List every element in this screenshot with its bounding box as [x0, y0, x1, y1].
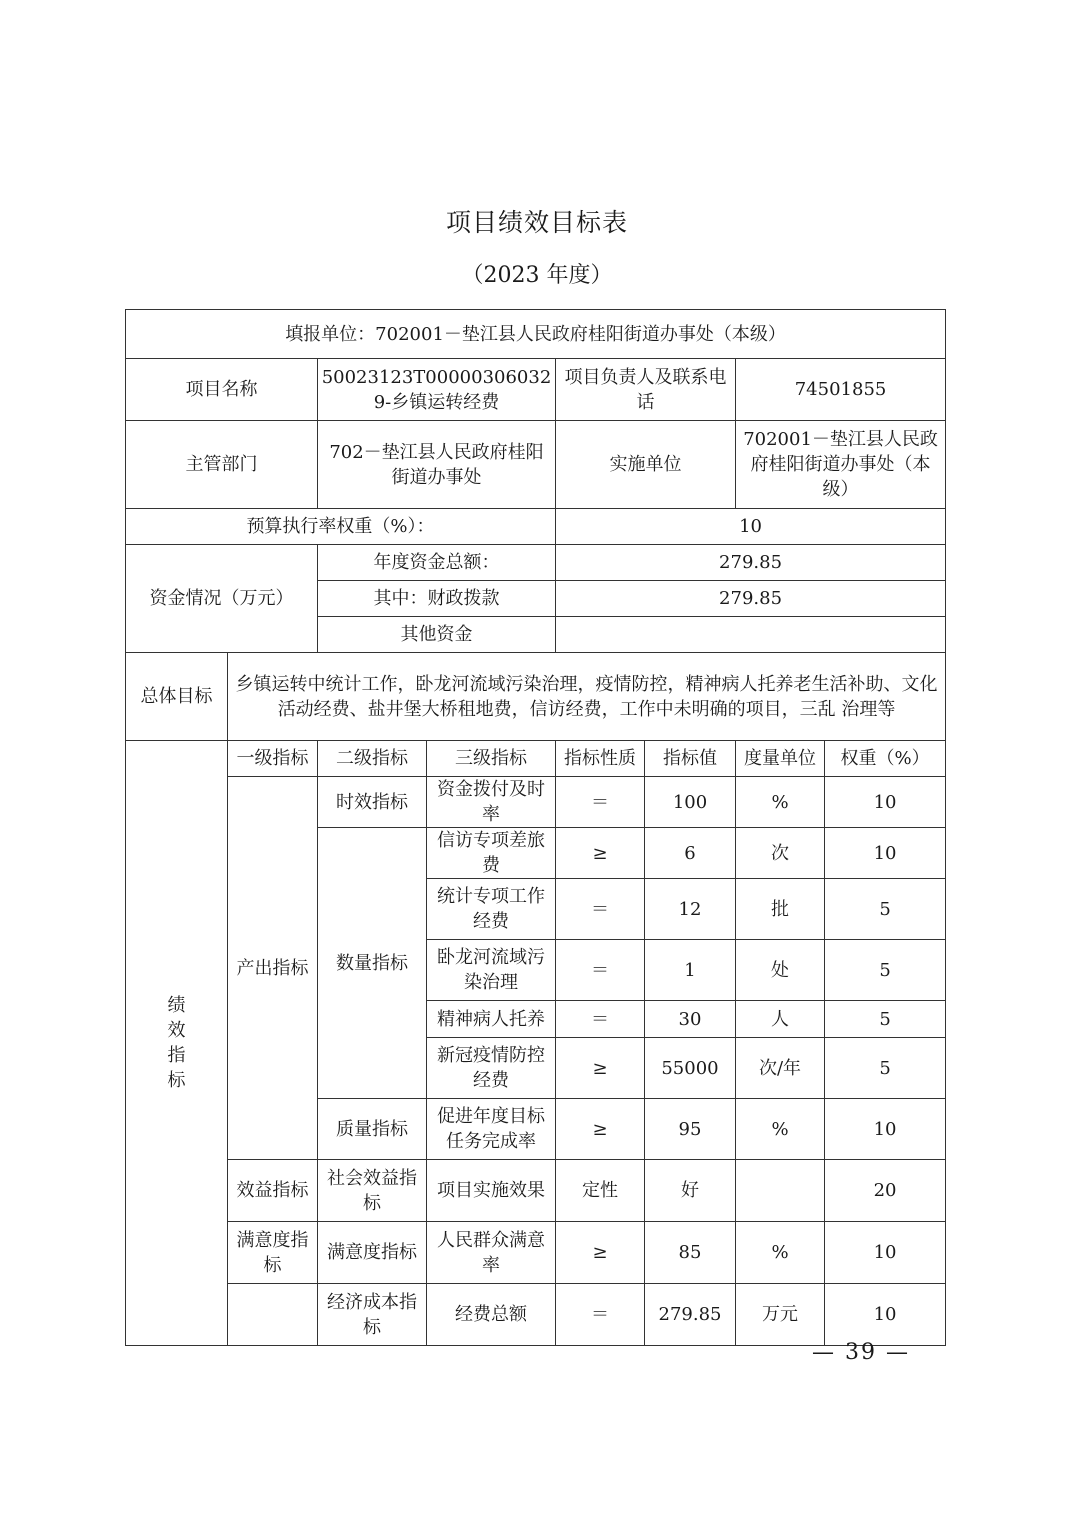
header-level2: 二级指标 [318, 741, 427, 777]
funds-other-label: 其他资金 [318, 617, 556, 653]
indicator-weight: 5 [825, 879, 946, 940]
page-subtitle: （2023 年度） [461, 263, 613, 288]
indicator-name: 精神病人托养 [427, 1001, 556, 1038]
indicator-value: 6 [645, 828, 736, 879]
indicator-weight: 10 [825, 777, 946, 828]
project-name-value: 50023123T000003060329-乡镇运转经费 [318, 359, 556, 421]
page-number: — 39 — [812, 1340, 910, 1365]
indicator-unit: % [736, 777, 825, 828]
indicator-name: 卧龙河流域污染治理 [427, 940, 556, 1001]
indicator-name: 经费总额 [427, 1284, 556, 1346]
page-title: 项目绩效目标表 [445, 208, 628, 237]
indicator-name: 统计专项工作经费 [427, 879, 556, 940]
indicator-nature: ＝ [556, 879, 645, 940]
level2-social: 社会效益指标 [318, 1160, 427, 1222]
indicator-value: 279.85 [645, 1284, 736, 1346]
indicator-nature: ＝ [556, 940, 645, 1001]
indicator-weight: 5 [825, 940, 946, 1001]
budget-label: 预算执行率权重（%）： [126, 509, 556, 545]
goal-text: 乡镇运转中统计工作，卧龙河流域污染治理，疫情防控，精神病人托养老生活补助、文化活动经费、盐井堡大桥租地费，信访经费，工作中未明确的项目，三乱 治理等 [228, 653, 946, 741]
indicator-value: 12 [645, 879, 736, 940]
funds-fiscal-label: 其中：财政拨款 [318, 581, 556, 617]
impl-label: 实施单位 [556, 421, 736, 509]
indicator-weight: 5 [825, 1038, 946, 1099]
indicator-nature: ≥ [556, 828, 645, 879]
indicator-weight: 10 [825, 828, 946, 879]
indicator-nature: ≥ [556, 1099, 645, 1160]
indicator-nature: ＝ [556, 1001, 645, 1038]
funds-other-value [556, 617, 946, 653]
indicator-weight: 5 [825, 1001, 946, 1038]
funds-total-label: 年度资金总额： [318, 545, 556, 581]
contact-value: 74501855 [736, 359, 946, 421]
indicator-weight: 10 [825, 1222, 946, 1284]
indicator-unit: 次/年 [736, 1038, 825, 1099]
performance-table [125, 309, 946, 1346]
perf-label [126, 741, 228, 1346]
level2-satisfaction: 满意度指标 [318, 1222, 427, 1284]
indicator-value: 30 [645, 1001, 736, 1038]
indicator-name: 促进年度目标任务完成率 [427, 1099, 556, 1160]
indicator-value: 1 [645, 940, 736, 1001]
level2-quantity: 数量指标 [318, 828, 427, 1099]
funds-fiscal-value: 279.85 [556, 581, 946, 617]
header-unit: 度量单位 [736, 741, 825, 777]
project-name-label: 项目名称 [126, 359, 318, 421]
indicator-unit: 万元 [736, 1284, 825, 1346]
funds-label: 资金情况（万元） [126, 545, 318, 653]
level1-satisfaction: 满意度指标 [228, 1222, 318, 1284]
indicator-unit: 人 [736, 1001, 825, 1038]
indicator-value: 100 [645, 777, 736, 828]
funds-total-value: 279.85 [556, 545, 946, 581]
header-level3: 三级指标 [427, 741, 556, 777]
indicator-name: 资金拨付及时率 [427, 777, 556, 828]
header-nature: 指标性质 [556, 741, 645, 777]
indicator-unit: 处 [736, 940, 825, 1001]
indicator-value: 85 [645, 1222, 736, 1284]
indicator-weight: 20 [825, 1160, 946, 1222]
budget-value: 10 [556, 509, 946, 545]
indicator-weight: 10 [825, 1099, 946, 1160]
goal-label: 总体目标 [126, 653, 228, 741]
dept-value: 702－垫江县人民政府桂阳 街道办事处 [318, 421, 556, 509]
level2-time: 时效指标 [318, 777, 427, 828]
indicator-nature: 定性 [556, 1160, 645, 1222]
header-weight: 权重（%） [825, 741, 946, 777]
indicator-value: 好 [645, 1160, 736, 1222]
indicator-nature: ＝ [556, 1284, 645, 1346]
indicator-unit: 批 [736, 879, 825, 940]
contact-label: 项目负责人及联系电话 [556, 359, 736, 421]
level2-quality: 质量指标 [318, 1099, 427, 1160]
dept-label: 主管部门 [126, 421, 318, 509]
filling-unit: 填报单位：702001－垫江县人民政府桂阳街道办事处（本级） [126, 310, 946, 359]
indicator-nature: ≥ [556, 1038, 645, 1099]
indicator-unit: % [736, 1099, 825, 1160]
indicator-nature: ≥ [556, 1222, 645, 1284]
indicator-nature: ＝ [556, 777, 645, 828]
indicator-unit: % [736, 1222, 825, 1284]
indicator-unit: 次 [736, 828, 825, 879]
indicator-name: 人民群众满意率 [427, 1222, 556, 1284]
level2-economic: 经济成本指标 [318, 1284, 427, 1346]
level1-output: 产出指标 [228, 777, 318, 1160]
indicator-unit [736, 1160, 825, 1222]
header-level1: 一级指标 [228, 741, 318, 777]
indicator-value: 55000 [645, 1038, 736, 1099]
level1-benefit: 效益指标 [228, 1160, 318, 1222]
indicator-name: 项目实施效果 [427, 1160, 556, 1222]
header-value: 指标值 [645, 741, 736, 777]
impl-value: 702001－垫江县人民政府桂阳街道办事处（本级） [736, 421, 946, 509]
indicator-weight: 10 [825, 1284, 946, 1346]
level1-cost [228, 1284, 318, 1346]
indicator-value: 95 [645, 1099, 736, 1160]
indicator-name: 新冠疫情防控经费 [427, 1038, 556, 1099]
perf-label-text: 绩效指标 [167, 995, 186, 1091]
indicator-name: 信访专项差旅费 [427, 828, 556, 879]
